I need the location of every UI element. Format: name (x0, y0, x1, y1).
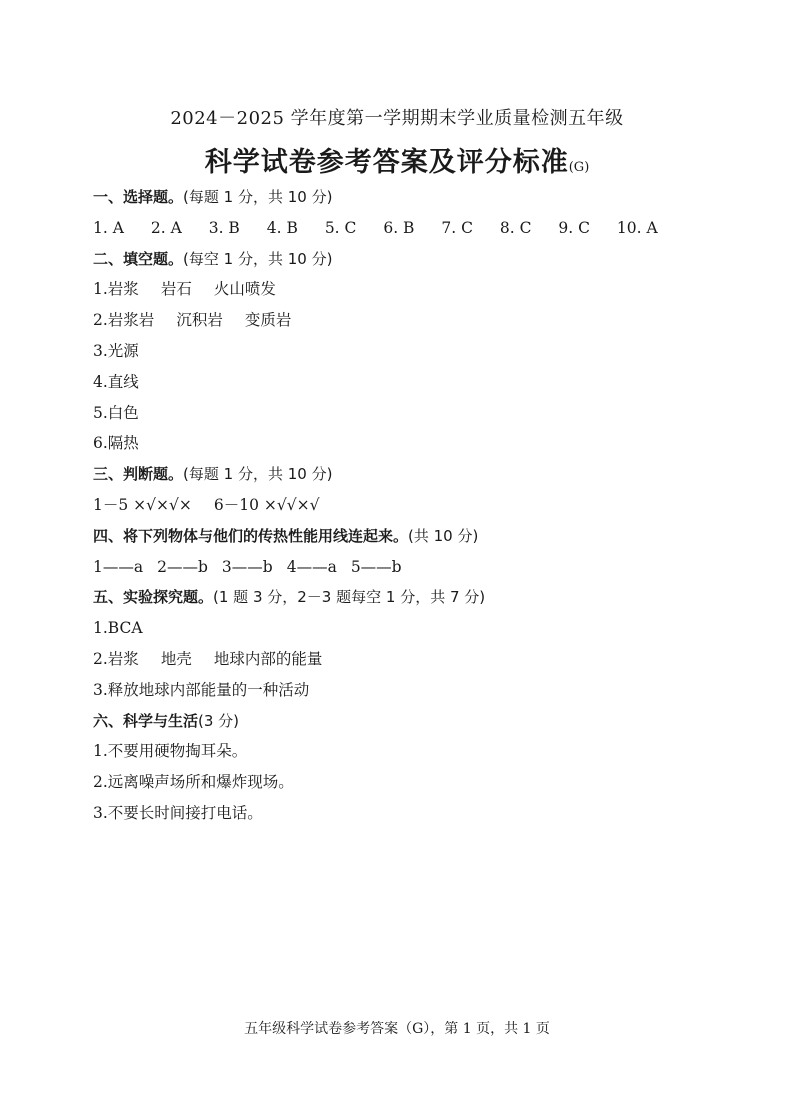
judge-answers: 1－5 ×√×√× 6－10 ×√√×√ (93, 495, 320, 514)
page-footer: 五年级科学试卷参考答案（G），第 1 页，共 1 页 (244, 1021, 550, 1037)
experiment-answer-2: 2.岩浆 地壳 地球内部的能量 (93, 649, 323, 668)
exam-header-line: 2024－2025 学年度第一学期期末学业质量检测五年级 (170, 108, 624, 129)
answer-item: 1. A (93, 218, 124, 237)
answer-item: 3. B (208, 218, 240, 237)
section-heading-life: 六、科学与生活(3 分) (93, 711, 240, 730)
experiment-answer-3: 3.释放地球内部能量的一种活动 (93, 680, 310, 699)
life-answer-1: 1.不要用硬物掏耳朵。 (93, 742, 248, 761)
answer-item: 9. C (558, 218, 590, 237)
answer-item: 2. A (150, 218, 182, 237)
experiment-answer-1: 1.BCA (93, 619, 143, 638)
answer-item: 8. C (499, 218, 532, 237)
answer-item: 6. B (383, 218, 415, 237)
life-answer-2: 2.远离噪声场所和爆炸现场。 (93, 773, 294, 792)
answer-item: 4. B (266, 218, 298, 237)
section-heading-experiment: 五、实验探究题。(1 题 3 分，2－3 题每空 1 分，共 7 分) (93, 588, 486, 607)
fill-answer-3: 3.光源 (93, 341, 139, 360)
version-suffix: (G) (568, 160, 590, 175)
section-heading-fill: 二、填空题。(每空 1 分，共 10 分) (93, 249, 333, 268)
life-answer-3: 3.不要长时间接打电话。 (93, 803, 263, 822)
match-answers: 1——a 2——b 3——b 4——a 5——b (93, 557, 402, 576)
choice-answers (93, 213, 713, 244)
answer-item: 5. C (324, 218, 357, 237)
fill-answer-4: 4.直线 (93, 372, 139, 391)
fill-answer-6: 6.隔热 (93, 434, 139, 453)
section-heading-choice: 一、选择题。(每题 1 分，共 10 分) (93, 188, 333, 206)
page-title-text: 科学试卷参考答案及评分标准 (204, 147, 569, 178)
answer-content (93, 182, 713, 829)
section-heading-match: 四、将下列物体与他们的传热性能用线连起来。(共 10 分) (93, 526, 479, 545)
section-heading-judge: 三、判断题。(每题 1 分，共 10 分) (93, 465, 333, 484)
fill-answer-5: 5.白色 (93, 403, 139, 422)
answer-item: 7. C (441, 218, 473, 237)
answer-item: 10. A (616, 218, 658, 237)
page-title (0, 140, 794, 179)
fill-answer-2: 2.岩浆岩 沉积岩 变质岩 (93, 311, 292, 330)
fill-answer-1: 1.岩浆 岩石 火山喷发 (93, 280, 276, 299)
